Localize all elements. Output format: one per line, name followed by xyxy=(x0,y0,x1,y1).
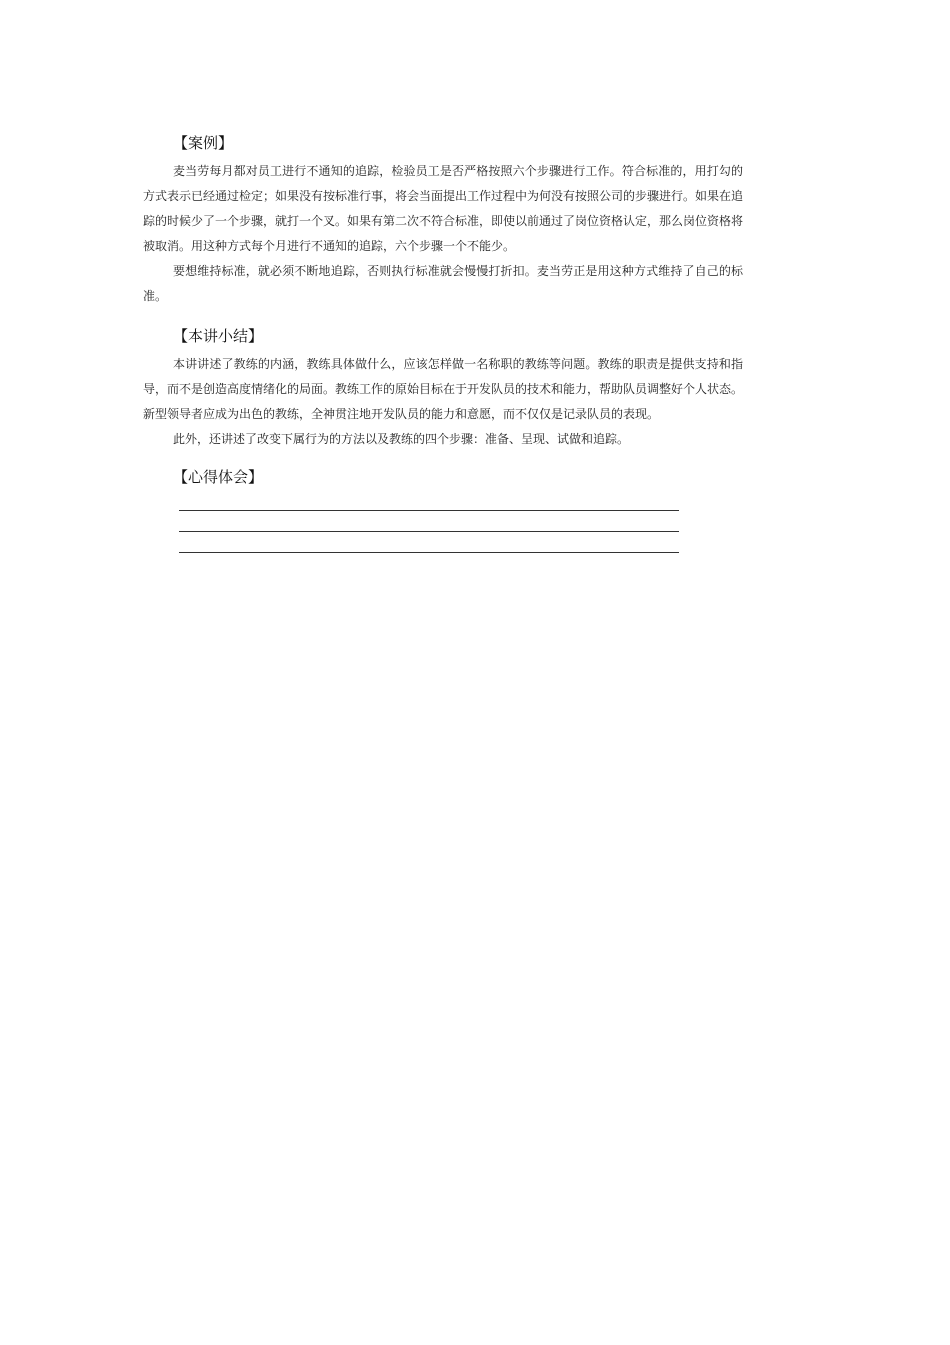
writing-line xyxy=(179,493,679,511)
section-spacer xyxy=(143,309,743,325)
document-page xyxy=(143,132,743,553)
reflection-section xyxy=(143,466,743,553)
reflection-heading: 【心得体会】 xyxy=(173,468,264,486)
summary-section xyxy=(143,325,743,452)
summary-paragraph-2: 此外，还讲述了改变下属行为的方法以及教练的四个步骤：准备、呈现、试做和追踪。 xyxy=(173,432,630,446)
section-spacer xyxy=(143,452,743,466)
summary-paragraph-1: 本讲讲述了教练的内涵，教练具体做什么，应该怎样做一名称职的教练等问题。教练的职责是提供支持和指导，而不是创造高度情绪化的局面。教练工作的原始目标在于开发队员的技术和能力，帮助队员调整好个人状态。新型领导者应成为出色的教练，全神贯注地开发队员的能力和意愿，而不仅仅是记录队员的表现。 xyxy=(143,357,744,421)
summary-heading: 【本讲小结】 xyxy=(173,327,264,345)
case-paragraph-2: 要想维持标准，就必须不断地追踪，否则执行标准就会慢慢打折扣。麦当劳正是用这种方式维持了自己的标准。 xyxy=(143,264,743,303)
writing-line xyxy=(179,511,679,532)
case-section xyxy=(143,132,743,309)
reflection-writing-area xyxy=(179,493,679,553)
case-paragraph-1: 麦当劳每月都对员工进行不通知的追踪，检验员工是否严格按照六个步骤进行工作。符合标准的，用打勾的方式表示已经通过检定；如果没有按标准行事，将会当面提出工作过程中为何没有按照公司的步骤进行。如果在追踪的时候少了一个步骤，就打一个叉。如果有第二次不符合标准，即使以前通过了岗位资格认定，那么岗位资格将被取消。用这种方式每个月进行不通知的追踪，六个步骤一个不能少。 xyxy=(143,164,744,253)
writing-line xyxy=(179,532,679,553)
case-heading: 【案例】 xyxy=(173,134,234,152)
